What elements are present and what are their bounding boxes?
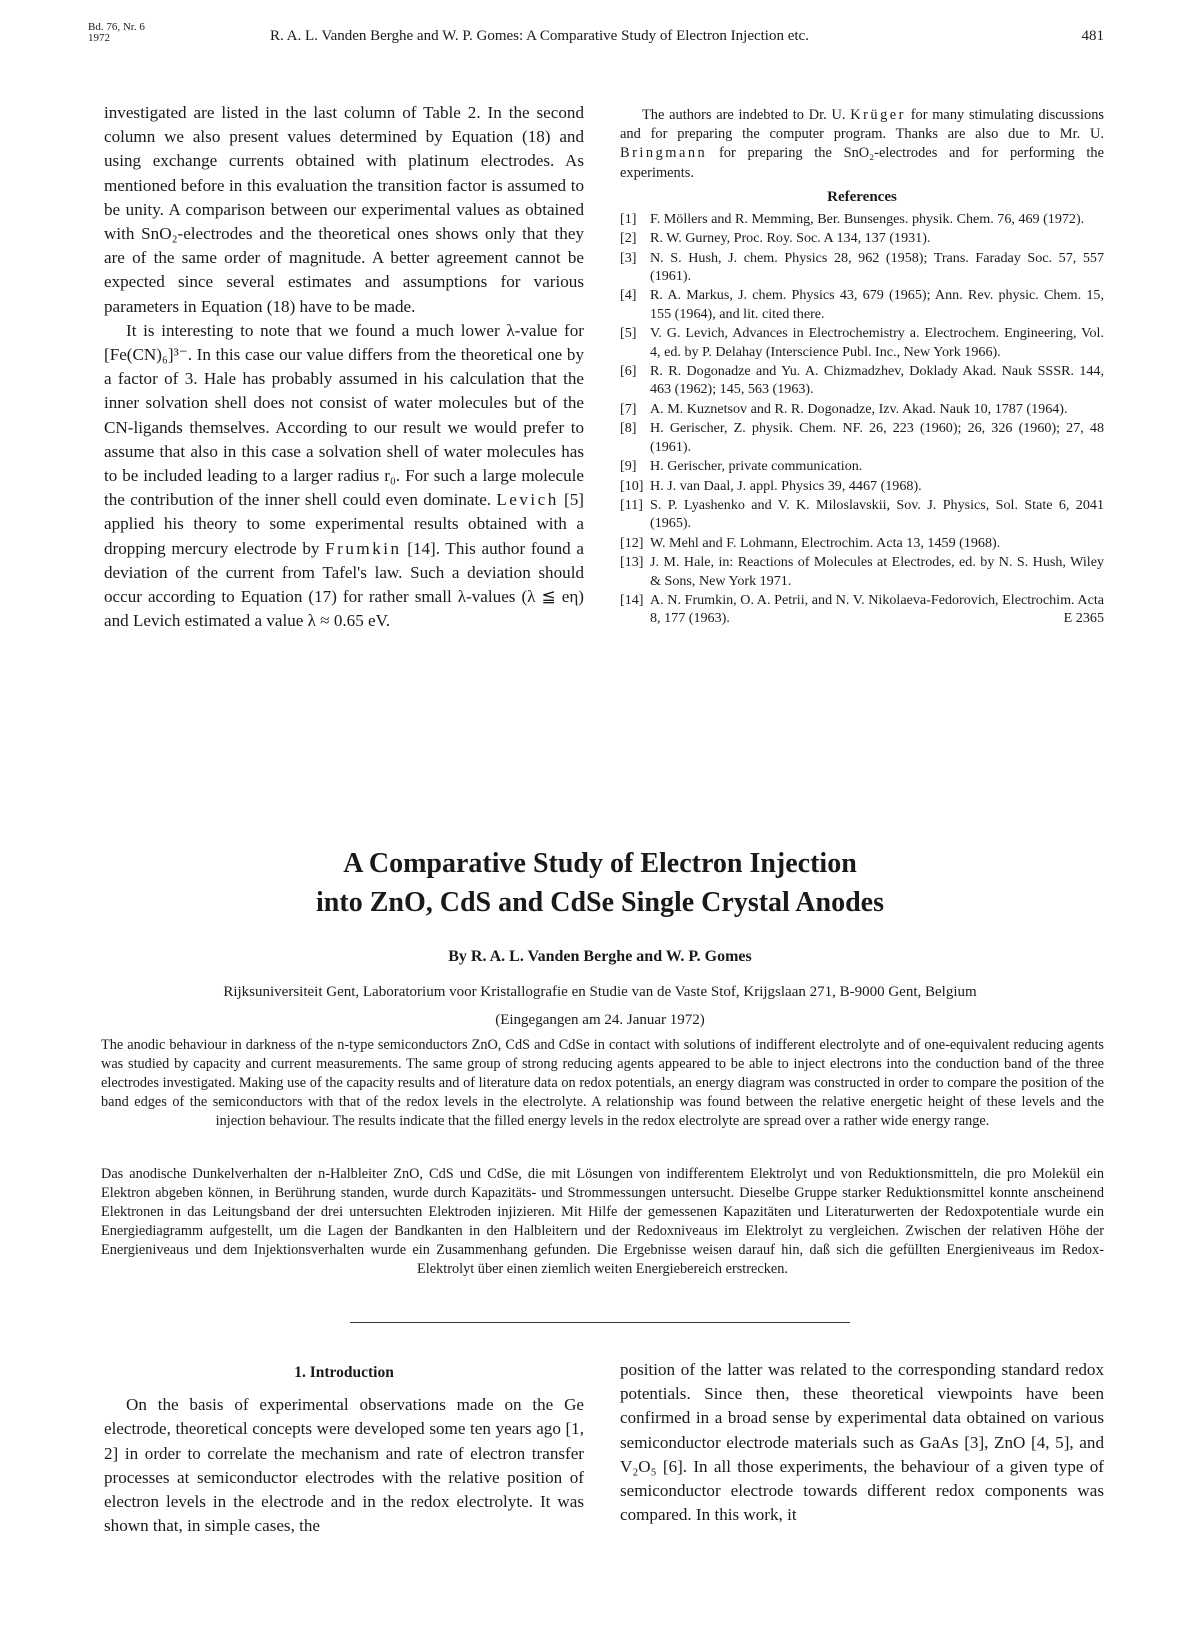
reference-number: [14]	[620, 591, 644, 608]
author-name-spaced: Levich	[496, 490, 559, 510]
reference-citation: H. Gerischer, Z. physik. Chem. NF. 26, 223 (1960); 26, 326 (1960); 27, 48 (1961).	[650, 420, 1104, 455]
reference-item	[620, 249, 1104, 286]
article-title-line: into ZnO, CdS and CdSe Single Crystal Anodes	[316, 887, 884, 918]
reference-text	[650, 477, 1104, 495]
reference-number: [10]	[620, 477, 644, 494]
paragraph	[104, 319, 584, 634]
article-title-line: A Comparative Study of Electron Injection	[343, 848, 857, 879]
reference-item	[620, 477, 1104, 495]
reference-number: [13]	[620, 554, 644, 571]
article-title	[0, 844, 1200, 922]
reference-citation: W. Mehl and F. Lohmann, Electrochim. Acta 13, 1459 (1968).	[650, 534, 1001, 551]
reference-citation: H. J. van Daal, J. appl. Physics 39, 4467 (1968).	[650, 477, 922, 494]
reference-citation: V. G. Levich, Advances in Electrochemistry a. Electrochem. Engineering, Vol. 4, ed. by P. Delahay (Interscience Publ. Inc., New York 1966).	[650, 325, 1104, 360]
volume-year: 1972	[88, 32, 110, 44]
text-run: for preparing the SnO₂-electrodes and for performing the experiments.	[620, 145, 1104, 181]
text-run: for many stimulating discussions and for preparing the computer program. Thanks are also due to Mr. U.	[620, 107, 1105, 143]
reference-text	[650, 324, 1104, 361]
reference-text	[650, 553, 1104, 590]
paragraph: position of the latter was related to the corresponding standard redox potentials. Since then, these theoretical viewpoints have been confirmed in a broad sense by experimental data obtained on various semiconductor electrode materials such as GaAs [3], ZnO [4, 5], and V₂O₅ [6]. In all those experiments, the behaviour of a given type of semiconductor electrode towards different redox components was compared. In this work, it	[620, 1360, 1104, 1525]
running-title: R. A. L. Vanden Berghe and W. P. Gomes: A Comparative Study of Electron Injection etc.	[270, 28, 809, 44]
reference-list	[620, 210, 1104, 628]
reference-number: [9]	[620, 458, 637, 475]
reference-text	[650, 457, 1104, 475]
reference-item	[620, 496, 1104, 533]
text-run: The authors are indebted to Dr. U.	[642, 107, 846, 123]
intro-right-column	[620, 1358, 1104, 1527]
reference-citation: A. N. Frumkin, O. A. Petrii, and N. V. Nikolaeva-Fedorovich, Electrochim. Acta 8, 177 (1963).	[650, 591, 1104, 627]
reference-item	[620, 362, 1104, 399]
text-run: It is interesting to note that we found a much lower λ-value for [Fe(CN)₆]³⁻. In this case our value differs from the theoretical one by a factor of 3. Hale has probably assumed in his calculation that the inner solvation shell does not consist of water molecules but of the CN-ligands themselves. According to our result we would prefer to assume that also in this case a solvation shell of water molecules has to be included leading to a larger radius r₀. For such a large molecule the contribution of the inner shell could even dominate.	[104, 320, 584, 510]
page-number: 481	[1081, 28, 1104, 44]
reference-item	[620, 324, 1104, 361]
prev-article-right-column	[620, 106, 1104, 629]
reference-item	[620, 534, 1104, 552]
reference-number: [3]	[620, 249, 637, 266]
reference-text	[650, 229, 1104, 247]
article-code: E 2365	[1063, 610, 1104, 627]
reference-item	[620, 553, 1104, 590]
reference-number: [4]	[620, 287, 637, 304]
reference-item	[620, 400, 1104, 418]
reference-text	[650, 534, 1104, 552]
volume-info	[88, 22, 145, 44]
reference-citation: S. P. Lyashenko and V. K. Miloslavskii, Sov. J. Physics, Sol. State 6, 2041 (1965).	[650, 496, 1104, 532]
text-run: [5] applied his theory to some experimental results obtained with a dropping mercury electrode by	[104, 490, 584, 558]
volume-number: Bd. 76, Nr. 6	[88, 21, 145, 33]
person-name-spaced: Bringmann	[620, 145, 708, 162]
reference-text	[650, 419, 1104, 456]
abstract-english: The anodic behaviour in darkness of the n-type semiconductors ZnO, CdS and CdSe in contact with solutions of indifferent electrolyte and of one-equivalent reducing agents was studied by capacity and current measurements. The same group of strong reducing agents appeared to be able to inject electrons into the conduction band of the three electrodes investigated. Making use of the capacity results and of literature data on redox potentials, an energy diagram was constructed in order to compare the position of the band edges of the semiconductors with that of the redox levels in the electrolyte. A relationship was found between the relative energetic height of these levels and the injection behaviour. The results indicate that the filled energy levels in the redox electrolyte are spread over a rather wide energy range.	[101, 1037, 1104, 1129]
reference-number: [12]	[620, 534, 644, 551]
reference-text	[650, 591, 1104, 628]
reference-item	[620, 457, 1104, 475]
reference-number: [8]	[620, 420, 637, 437]
reference-number: [2]	[620, 230, 637, 247]
article-affiliation: Rijksuniversiteit Gent, Laboratorium voor Kristallografie en Studie van de Vaste Stof, Krijgslaan 271, B-9000 Gent, Belgium	[223, 984, 977, 1000]
reference-citation: H. Gerischer, private communication.	[650, 458, 863, 475]
acknowledgements	[620, 106, 1104, 183]
reference-item	[620, 591, 1104, 628]
reference-citation: F. Möllers and R. Memming, Ber. Bunsenges. physik. Chem. 76, 469 (1972).	[650, 210, 1085, 227]
section-divider	[350, 1322, 850, 1323]
reference-text	[650, 210, 1104, 228]
running-header	[88, 22, 1104, 56]
person-name-spaced: Krüger	[850, 107, 906, 123]
reference-citation: R. A. Markus, J. chem. Physics 43, 679 (1965); Ann. Rev. physic. Chem. 15, 155 (1964), and lit. cited there.	[650, 287, 1104, 322]
reference-number: [6]	[620, 363, 637, 380]
reference-citation: A. M. Kuznetsov and R. R. Dogonadze, Izv. Akad. Nauk 10, 1787 (1964).	[650, 400, 1068, 417]
paragraph: investigated are listed in the last column of Table 2. In the second column we also present values determined by Equation (18) and using exchange currents obtained with platinum electrodes. As mentioned before in this evaluation the transition factor is assumed to be unity. A comparison between our experimental values as obtained with SnO₂-electrodes and the theoretical ones shows only that they are of the same order of magnitude. A better agreement cannot be expected since several estimates and assumptions for various parameters in Equation (18) have to be made.	[104, 103, 584, 316]
article-authors: By R. A. L. Vanden Berghe and W. P. Gomes	[448, 948, 752, 965]
intro-left-column	[104, 1361, 584, 1538]
section-heading: 1. Introduction	[294, 1364, 394, 1381]
paragraph: On the basis of experimental observations made on the Ge electrode, theoretical concepts were developed some ten years ago [1, 2] in order to correlate the mechanism and rate of electron transfer processes at semiconductor electrodes with the relative position of electron levels in the electrode and in the redox electrolyte. It was shown that, in simple cases, the	[104, 1395, 584, 1536]
reference-text	[650, 286, 1104, 323]
reference-number: [1]	[620, 210, 637, 227]
received-date: (Eingegangen am 24. Januar 1972)	[495, 1012, 705, 1028]
reference-item	[620, 229, 1104, 247]
reference-item	[620, 210, 1104, 228]
reference-citation: N. S. Hush, J. chem. Physics 28, 962 (1958); Trans. Faraday Soc. 57, 557 (1961).	[650, 249, 1104, 285]
reference-citation: J. M. Hale, in: Reactions of Molecules at Electrodes, ed. by N. S. Hush, Wiley & Sons, New York 1971.	[650, 554, 1104, 589]
reference-citation: R. W. Gurney, Proc. Roy. Soc. A 134, 137 (1931).	[650, 230, 931, 247]
abstract-german: Das anodische Dunkelverhalten der n-Halbleiter ZnO, CdS und CdSe, die mit Lösungen von indifferentem Elektrolyt und von Reduktionsmitteln, die pro Molekül ein Elektron abgeben können, in Berührung standen, wurde durch Kapazitäts- und Strommessungen untersucht. Dieselbe Gruppe starker Reduktionsmittel konnte anscheinend Elektronen in das Leitungsband der drei untersuchten Elektroden injizieren. Mit Hilfe der gemessenen Kapazitäten und Literaturwerten der Redoxpotentiale wurde ein Energiediagramm aufgestellt, um die Lagen der Bandkanten in den Halbleitern und der Redoxniveaus im Elektrolyt zu vergleichen. Zwischen der relativen Höhe der Energieniveaus und dem Injektionsverhalten wurde ein Zusammenhang gefunden. Die Ergebnisse weisen darauf hin, daß sich die gefüllten Energieniveaus im Redox-Elektrolyt über einen ziemlich weiten Energiebereich erstrecken.	[101, 1166, 1104, 1277]
author-name-spaced: Frumkin	[325, 538, 402, 558]
prev-article-left-column	[104, 101, 584, 633]
reference-item	[620, 419, 1104, 456]
reference-item	[620, 286, 1104, 323]
reference-citation: R. R. Dogonadze and Yu. A. Chizmadzhev, Doklady Akad. Nauk SSSR. 144, 463 (1962); 145, 563 (1963).	[650, 363, 1104, 398]
reference-text	[650, 400, 1104, 418]
text-run: [14]. This author found a deviation of the current from Tafel's law. Such a deviation should occur according to Equation (17) for rather small λ-values (λ ≦ eη) and Levich estimated a value λ ≈ 0.65 eV.	[104, 538, 584, 631]
reference-text	[650, 249, 1104, 286]
reference-number: [11]	[620, 496, 643, 513]
reference-number: [5]	[620, 325, 637, 342]
reference-text	[650, 362, 1104, 399]
references-heading: References	[827, 188, 897, 205]
reference-number: [7]	[620, 400, 637, 417]
reference-text	[650, 496, 1104, 533]
